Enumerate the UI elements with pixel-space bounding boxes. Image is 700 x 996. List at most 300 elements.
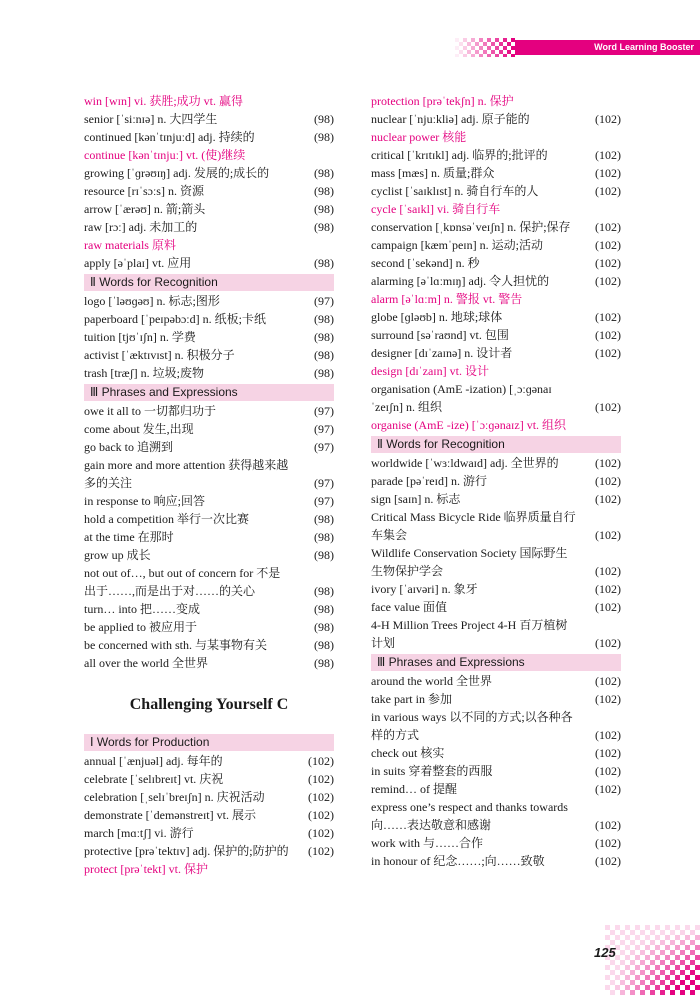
checker-square: [650, 970, 655, 975]
checker-square: [625, 965, 630, 970]
entry-page-ref: (102): [308, 808, 334, 822]
checker-square: [690, 930, 695, 935]
checker-square: [670, 970, 675, 975]
checker-square: [685, 925, 690, 930]
entry-text: parade [pəˈreɪd] n. 游行: [371, 474, 487, 488]
checker-square: [650, 990, 655, 995]
vocab-entry: [371, 834, 621, 852]
entry-text: cycle [ˈsaɪkl] vi. 骑自行车: [371, 202, 501, 216]
checker-square: [685, 965, 690, 970]
checker-square: [625, 935, 630, 940]
vocab-entry: [84, 292, 334, 310]
entry-page-ref: (102): [595, 400, 621, 414]
checker-square: [463, 54, 467, 57]
vocab-entry: [371, 544, 621, 580]
entry-text: celebrate [ˈselɪbreɪt] vt. 庆祝: [84, 772, 224, 786]
checker-square: [685, 935, 690, 940]
entry-page-ref: (102): [595, 600, 621, 614]
checker-square: [695, 985, 700, 990]
entry-page-ref: (97): [314, 476, 334, 490]
entry-page-ref: (97): [314, 422, 334, 436]
vocab-entry: [84, 346, 334, 364]
vocab-entry: [84, 528, 334, 546]
checker-square: [487, 38, 491, 42]
checker-square: [650, 960, 655, 965]
entry-text: growing [ˈɡrəʊɪŋ] adj. 发展的;成长的: [84, 166, 270, 180]
vocab-entry: [371, 92, 621, 110]
checker-square: [660, 970, 665, 975]
checker-square: [675, 965, 680, 970]
entry-page-ref: (98): [314, 530, 334, 544]
entry-page-ref: (102): [595, 456, 621, 470]
vocab-entry: [371, 690, 621, 708]
section-heading: Ⅱ Words for Recognition: [84, 274, 334, 291]
checker-square: [630, 950, 635, 955]
checker-square: [625, 955, 630, 960]
entry-page-ref: (102): [308, 754, 334, 768]
vocab-entry: [371, 200, 621, 218]
checker-square: [475, 50, 479, 54]
checker-square: [495, 38, 499, 42]
checker-square: [471, 46, 475, 50]
checker-square: [680, 960, 685, 965]
checker-square: [640, 940, 645, 945]
checker-square: [487, 46, 491, 50]
entry-page-ref: (98): [314, 656, 334, 670]
section-heading: Ⅲ Phrases and Expressions: [371, 654, 621, 671]
vocab-entry: [84, 636, 334, 654]
checker-square: [625, 945, 630, 950]
checker-square: [503, 54, 507, 57]
entry-text: activist [ˈæktɪvɪst] n. 积极分子: [84, 348, 235, 362]
entry-text: march [mɑːtʃ] vi. 游行: [84, 826, 194, 840]
checker-square: [650, 930, 655, 935]
entry-text: take part in 参加: [371, 692, 452, 706]
entry-page-ref: (98): [314, 312, 334, 326]
entry-page-ref: (98): [314, 366, 334, 380]
checker-square: [620, 990, 625, 995]
checker-square: [695, 975, 700, 980]
section-heading: Ⅱ Words for Recognition: [371, 436, 621, 453]
entry-page-ref: (102): [595, 238, 621, 252]
entry-text: demonstrate [ˈdemənstreɪt] vt. 展示: [84, 808, 256, 822]
entry-text: owe it all to 一切都归功于: [84, 404, 216, 418]
vocab-entry: [84, 600, 334, 618]
entry-text: protective [prəˈtektɪv] adj. 保护的;防护的: [84, 844, 289, 858]
vocab-entry: [84, 788, 334, 806]
entry-text: second [ˈsekənd] n. 秒: [371, 256, 480, 270]
checker-square: [685, 985, 690, 990]
checker-square: [640, 950, 645, 955]
entry-text: worldwide [ˈwɜːldwaɪd] adj. 全世界的: [371, 456, 559, 470]
checker-square: [675, 985, 680, 990]
entry-text: critical [ˈkrɪtɪkl] adj. 临界的;批评的: [371, 148, 548, 162]
checker-square: [605, 925, 610, 930]
entry-text: design [dɪˈzaɪn] vt. 设计: [371, 364, 489, 378]
checker-square: [620, 960, 625, 965]
section-heading: Ⅰ Words for Production: [84, 734, 334, 751]
entry-text: celebration [ˌselɪˈbreɪʃn] n. 庆祝活动: [84, 790, 265, 804]
vocab-entry: [84, 182, 334, 200]
checker-square: [479, 54, 483, 57]
entry-text: resource [rɪˈsɔːs] n. 资源: [84, 184, 204, 198]
checker-square: [605, 965, 610, 970]
checker-square: [467, 50, 471, 54]
entry-text: paperboard [ˈpeɪpəbɔːd] n. 纸板;卡纸: [84, 312, 266, 326]
checker-square: [615, 965, 620, 970]
checker-square: [660, 980, 665, 985]
entry-text: around the world 全世界: [371, 674, 492, 688]
entry-text: sign [saɪn] n. 标志: [371, 492, 461, 506]
checker-square: [620, 940, 625, 945]
entry-page-ref: (98): [314, 184, 334, 198]
checker-square: [655, 945, 660, 950]
checker-square: [615, 985, 620, 990]
checker-square: [675, 955, 680, 960]
entry-page-ref: (102): [595, 818, 621, 832]
checker-square: [620, 950, 625, 955]
checker-square: [670, 950, 675, 955]
entry-page-ref: (102): [595, 782, 621, 796]
entry-text: senior [ˈsiːnɪə] n. 大四学生: [84, 112, 218, 126]
entry-text: protect [prəˈtekt] vt. 保护: [84, 862, 208, 876]
checker-square: [660, 930, 665, 935]
vocab-entry: [371, 744, 621, 762]
checker-square: [665, 975, 670, 980]
entry-text: in suits 穿着整套的西服: [371, 764, 493, 778]
checker-decoration-top: [455, 38, 515, 57]
checker-square: [640, 960, 645, 965]
checker-square: [650, 980, 655, 985]
unit-title: Challenging Yourself C: [129, 696, 289, 713]
checker-square: [655, 965, 660, 970]
vocab-entry: [371, 508, 621, 544]
checker-square: [635, 975, 640, 980]
entry-text: face value 面值: [371, 600, 447, 614]
entry-text: organisation (AmE -ization) [ˌɔːɡənaɪˈzeɪʃn] n. 组织: [371, 382, 552, 414]
entry-page-ref: (98): [314, 348, 334, 362]
entry-text: be concerned with sth. 与某事物有关: [84, 638, 267, 652]
checker-square: [499, 42, 503, 46]
vocab-entry: [84, 310, 334, 328]
entry-text: ivory [ˈaɪvəri] n. 象牙: [371, 582, 478, 596]
entry-page-ref: (102): [595, 328, 621, 342]
vocab-entry: [84, 860, 334, 878]
checker-square: [455, 38, 459, 42]
entry-text: apply [əˈplaɪ] vt. 应用: [84, 256, 192, 270]
entry-text: alarming [əˈlɑːmɪŋ] adj. 令人担忧的: [371, 274, 550, 288]
entry-text: hold a competition 举行一次比赛: [84, 512, 249, 526]
entry-page-ref: (102): [595, 692, 621, 706]
entry-page-ref: (98): [314, 620, 334, 634]
entry-page-ref: (98): [314, 548, 334, 562]
entry-page-ref: (102): [595, 184, 621, 198]
vocab-entry: [371, 380, 621, 416]
checker-square: [650, 950, 655, 955]
vocab-entry: [371, 290, 621, 308]
checker-square: [620, 930, 625, 935]
entry-text: express one’s respect and thanks towards 向……表达敬意和感谢: [371, 800, 568, 832]
checker-square: [685, 955, 690, 960]
entry-page-ref: (98): [314, 512, 334, 526]
entry-page-ref: (97): [314, 404, 334, 418]
entry-text: tuition [tjʊˈɪʃn] n. 学费: [84, 330, 196, 344]
entry-text: campaign [kæmˈpeɪn] n. 运动;活动: [371, 238, 543, 252]
checker-square: [610, 960, 615, 965]
checker-square: [665, 955, 670, 960]
vocab-entry: [371, 780, 621, 798]
entry-page-ref: (102): [595, 148, 621, 162]
checker-square: [635, 955, 640, 960]
checker-square: [655, 955, 660, 960]
checker-square: [503, 38, 507, 42]
entry-page-ref: (102): [595, 474, 621, 488]
header-label: Word Learning Booster: [594, 42, 694, 52]
checker-square: [610, 990, 615, 995]
vocab-entry: [371, 416, 621, 434]
vocab-entry: [84, 164, 334, 182]
entry-text: annual [ˈænjuəl] adj. 每年的: [84, 754, 223, 768]
checker-square: [511, 38, 515, 42]
checker-square: [665, 945, 670, 950]
entry-page-ref: (102): [595, 582, 621, 596]
checker-square: [495, 46, 499, 50]
entry-text: not out of…, but out of concern for 不是出于……,而是出于对……的关心: [84, 566, 281, 598]
entry-text: designer [dɪˈzaɪnə] n. 设计者: [371, 346, 513, 360]
checker-square: [645, 925, 650, 930]
entry-text: in honour of 纪念……;向……致敬: [371, 854, 545, 868]
vocab-entry: [84, 110, 334, 128]
checker-square: [610, 930, 615, 935]
vocab-entry: [371, 272, 621, 290]
checker-square: [645, 955, 650, 960]
checker-square: [695, 945, 700, 950]
checker-square: [675, 945, 680, 950]
checker-square: [640, 970, 645, 975]
checker-square: [645, 985, 650, 990]
entry-text: remind… of 提醒: [371, 782, 457, 796]
checker-square: [463, 46, 467, 50]
section-heading: Ⅲ Phrases and Expressions: [84, 384, 334, 401]
checker-square: [491, 42, 495, 46]
checker-square: [499, 50, 503, 54]
checker-square: [511, 46, 515, 50]
checker-square: [491, 50, 495, 54]
entry-page-ref: (98): [314, 330, 334, 344]
vocab-entry: [371, 146, 621, 164]
checker-square: [690, 940, 695, 945]
entry-page-ref: (102): [308, 790, 334, 804]
checker-square: [650, 940, 655, 945]
vocab-entry: [371, 598, 621, 616]
entry-text: arrow [ˈærəʊ] n. 箭;箭头: [84, 202, 206, 216]
checker-square: [625, 985, 630, 990]
entry-text: gain more and more attention 获得越来越多的关注: [84, 458, 289, 490]
checker-square: [475, 42, 479, 46]
entry-text: grow up 成长: [84, 548, 151, 562]
entry-page-ref: (102): [595, 564, 621, 578]
vocab-entry: [371, 164, 621, 182]
vocab-entry: [371, 472, 621, 490]
entry-page-ref: (98): [314, 584, 334, 598]
entry-page-ref: (102): [595, 346, 621, 360]
vocab-entry: [84, 420, 334, 438]
vocab-entry: [371, 218, 621, 236]
vocab-entry: [371, 454, 621, 472]
entry-text: be applied to 被应用于: [84, 620, 197, 634]
entry-page-ref: (102): [595, 728, 621, 742]
entry-page-ref: (98): [314, 112, 334, 126]
checker-square: [630, 980, 635, 985]
entry-text: continue [kənˈtɪnjuː] vt. (使)继续: [84, 148, 246, 162]
vocab-entry: [84, 510, 334, 528]
checker-square: [695, 935, 700, 940]
vocab-entry: [84, 842, 334, 860]
entry-page-ref: (102): [595, 310, 621, 324]
checker-square: [665, 925, 670, 930]
entry-text: 4-H Million Trees Project 4-H 百万植树计划: [371, 618, 568, 650]
checker-square: [630, 940, 635, 945]
checker-square: [610, 970, 615, 975]
checker-square: [685, 945, 690, 950]
checker-square: [511, 54, 515, 57]
entry-text: organise (AmE -ize) [ˈɔːɡənaɪz] vt. 组织: [371, 418, 567, 432]
checker-square: [690, 990, 695, 995]
entry-page-ref: (102): [595, 746, 621, 760]
vocab-entry: [84, 752, 334, 770]
checker-square: [467, 42, 471, 46]
checker-square: [620, 980, 625, 985]
checker-square: [635, 985, 640, 990]
vocab-entry: [371, 616, 621, 652]
entry-page-ref: (98): [314, 256, 334, 270]
checker-square: [655, 935, 660, 940]
checker-square: [670, 990, 675, 995]
checker-square: [655, 975, 660, 980]
entry-text: work with 与……合作: [371, 836, 483, 850]
checker-square: [645, 965, 650, 970]
vocab-entry: [371, 128, 621, 146]
checker-square: [660, 960, 665, 965]
checker-square: [690, 970, 695, 975]
checker-square: [615, 975, 620, 980]
entry-text: Wildlife Conservation Society 国际野生生物保护学会: [371, 546, 568, 578]
entry-text: mass [mæs] n. 质量;群众: [371, 166, 495, 180]
entry-text: nuclear [ˈnjuːkliə] adj. 原子能的: [371, 112, 530, 126]
vocab-entry: [371, 326, 621, 344]
entry-text: in response to 响应;回答: [84, 494, 205, 508]
vocab-entry: [371, 672, 621, 690]
entry-page-ref: (102): [595, 674, 621, 688]
vocab-entry: [371, 580, 621, 598]
checker-square: [655, 925, 660, 930]
vocab-entry: [371, 236, 621, 254]
checker-square: [605, 985, 610, 990]
checker-square: [680, 990, 685, 995]
entry-text: all over the world 全世界: [84, 656, 208, 670]
vocab-entry: [84, 218, 334, 236]
vocab-entry: [371, 708, 621, 744]
checker-square: [670, 940, 675, 945]
checker-square: [479, 38, 483, 42]
entry-page-ref: (98): [314, 130, 334, 144]
entry-page-ref: (98): [314, 202, 334, 216]
entry-text: raw [rɔː] adj. 未加工的: [84, 220, 198, 234]
page-number: 125: [594, 945, 616, 960]
vocab-entry: [84, 128, 334, 146]
checker-square: [635, 965, 640, 970]
checker-square: [680, 970, 685, 975]
entry-text: logo [ˈləʊɡəʊ] n. 标志;图形: [84, 294, 220, 308]
vocab-entry: [371, 254, 621, 272]
vocab-entry: [84, 806, 334, 824]
vocab-entry: [84, 564, 334, 600]
entry-page-ref: (97): [314, 294, 334, 308]
vocab-entry: [84, 92, 334, 110]
checker-square: [471, 54, 475, 57]
checker-square: [630, 970, 635, 975]
entry-page-ref: (98): [314, 166, 334, 180]
entry-text: check out 核实: [371, 746, 445, 760]
entry-page-ref: (102): [595, 764, 621, 778]
checker-square: [680, 950, 685, 955]
entry-text: trash [træʃ] n. 垃圾;废物: [84, 366, 204, 380]
checker-square: [507, 42, 511, 46]
entry-page-ref: (102): [595, 274, 621, 288]
checker-square: [640, 930, 645, 935]
entry-page-ref: (102): [595, 112, 621, 126]
entry-text: surround [səˈraʊnd] vt. 包围: [371, 328, 509, 342]
entry-page-ref: (102): [595, 256, 621, 270]
checker-square: [675, 975, 680, 980]
entry-page-ref: (97): [314, 440, 334, 454]
entry-text: come about 发生,出现: [84, 422, 194, 436]
vocab-entry: [371, 852, 621, 870]
vocab-entry: [371, 344, 621, 362]
checker-square: [695, 955, 700, 960]
checker-square: [665, 985, 670, 990]
vocab-entry: [84, 770, 334, 788]
vocab-entry: [371, 762, 621, 780]
checker-square: [640, 990, 645, 995]
right-column: [371, 92, 621, 870]
checker-square: [483, 50, 487, 54]
checker-square: [670, 930, 675, 935]
entry-text: continued [kənˈtɪnjuːd] adj. 持续的: [84, 130, 255, 144]
entry-page-ref: (102): [595, 636, 621, 650]
vocab-entry: [84, 328, 334, 346]
entry-page-ref: (102): [308, 826, 334, 840]
checker-square: [635, 925, 640, 930]
entry-text: go back to 追溯到: [84, 440, 173, 454]
checker-square: [483, 42, 487, 46]
checker-square: [665, 965, 670, 970]
vocab-entry: [84, 492, 334, 510]
vocab-entry: [84, 824, 334, 842]
checker-square: [680, 980, 685, 985]
entry-page-ref: (102): [595, 492, 621, 506]
entry-page-ref: (102): [595, 528, 621, 542]
vocab-entry: [84, 546, 334, 564]
checker-square: [630, 990, 635, 995]
vocab-entry: [84, 654, 334, 672]
checker-square: [507, 50, 511, 54]
checker-square: [645, 975, 650, 980]
entry-page-ref: (102): [308, 772, 334, 786]
checker-square: [605, 935, 610, 940]
entry-page-ref: (102): [595, 836, 621, 850]
checker-square: [615, 935, 620, 940]
